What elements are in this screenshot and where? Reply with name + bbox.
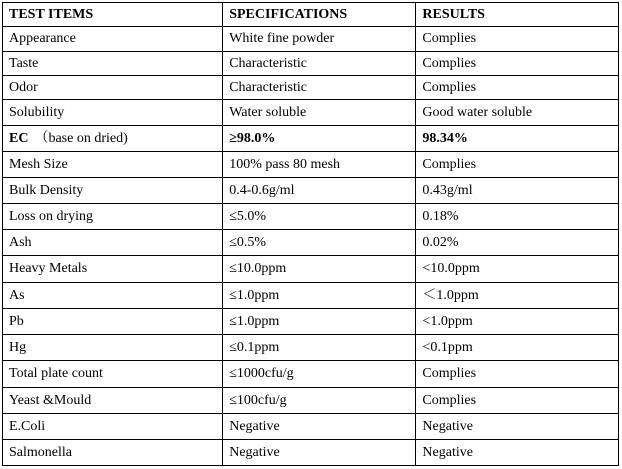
table-row	[3, 414, 619, 440]
cell-item: As	[3, 283, 223, 309]
table-row	[3, 388, 619, 414]
table-row	[3, 361, 619, 388]
cell-result: <1.0ppm	[416, 309, 619, 335]
cell-result: Complies	[416, 388, 619, 414]
cell-result: Complies	[416, 52, 619, 76]
cell-result: 98.34%	[416, 126, 619, 152]
cell-result: Negative	[416, 440, 619, 466]
table-row	[3, 52, 619, 76]
ec-note: （base on dried)	[34, 130, 128, 146]
cell-item: Yeast &Mould	[3, 388, 223, 414]
cell-result: ＜1.0ppm	[416, 283, 619, 309]
cell-result: Complies	[416, 152, 619, 178]
cell-spec: Characteristic	[223, 76, 416, 100]
cell-item: Hg	[3, 335, 223, 361]
cell-result: Negative	[416, 414, 619, 440]
table-row	[3, 204, 619, 230]
cell-spec: ≤1000cfu/g	[223, 361, 416, 388]
cell-item: Taste	[3, 52, 223, 76]
table-row	[3, 283, 619, 309]
cell-item: Loss on drying	[3, 204, 223, 230]
cell-result: Complies	[416, 361, 619, 388]
table-row	[3, 309, 619, 335]
cell-result: 0.43g/ml	[416, 178, 619, 204]
table-row	[3, 256, 619, 283]
header-test-items: TEST ITEMS	[3, 3, 223, 27]
cell-item: Odor	[3, 76, 223, 100]
cell-item	[3, 126, 223, 152]
cell-spec: ≤5.0%	[223, 204, 416, 230]
cell-result: 0.02%	[416, 230, 619, 256]
cell-spec: 100% pass 80 mesh	[223, 152, 416, 178]
specification-table	[2, 2, 619, 466]
cell-item: Mesh Size	[3, 152, 223, 178]
cell-result: Complies	[416, 27, 619, 52]
table-header-row	[3, 3, 619, 27]
cell-item: Salmonella	[3, 440, 223, 466]
table-row	[3, 152, 619, 178]
cell-spec: Negative	[223, 440, 416, 466]
cell-item: Ash	[3, 230, 223, 256]
cell-item: Heavy Metals	[3, 256, 223, 283]
cell-item: E.Coli	[3, 414, 223, 440]
table-row	[3, 440, 619, 466]
cell-item: Bulk Density	[3, 178, 223, 204]
cell-spec: ≥98.0%	[223, 126, 416, 152]
cell-spec: White fine powder	[223, 27, 416, 52]
cell-result: <10.0ppm	[416, 256, 619, 283]
table-row-ec	[3, 126, 619, 152]
table-row	[3, 178, 619, 204]
table-row	[3, 76, 619, 100]
header-specifications: SPECIFICATIONS	[223, 3, 416, 27]
cell-result: 0.18%	[416, 204, 619, 230]
table-row	[3, 335, 619, 361]
ec-label: EC	[9, 130, 29, 146]
cell-result: Good water soluble	[416, 100, 619, 126]
cell-result: Complies	[416, 76, 619, 100]
cell-spec: ≤1.0ppm	[223, 309, 416, 335]
cell-spec: ≤0.5%	[223, 230, 416, 256]
table-row	[3, 27, 619, 52]
cell-item: Pb	[3, 309, 223, 335]
cell-spec: ≤1.0ppm	[223, 283, 416, 309]
cell-item: Total plate count	[3, 361, 223, 388]
cell-spec: Water soluble	[223, 100, 416, 126]
cell-result: <0.1ppm	[416, 335, 619, 361]
cell-spec: ≤100cfu/g	[223, 388, 416, 414]
cell-spec: 0.4-0.6g/ml	[223, 178, 416, 204]
cell-spec: Negative	[223, 414, 416, 440]
cell-spec: ≤0.1ppm	[223, 335, 416, 361]
table-row	[3, 100, 619, 126]
cell-item: Solubility	[3, 100, 223, 126]
cell-spec: ≤10.0ppm	[223, 256, 416, 283]
cell-spec: Characteristic	[223, 52, 416, 76]
cell-item: Appearance	[3, 27, 223, 52]
table-row	[3, 230, 619, 256]
header-results: RESULTS	[416, 3, 619, 27]
